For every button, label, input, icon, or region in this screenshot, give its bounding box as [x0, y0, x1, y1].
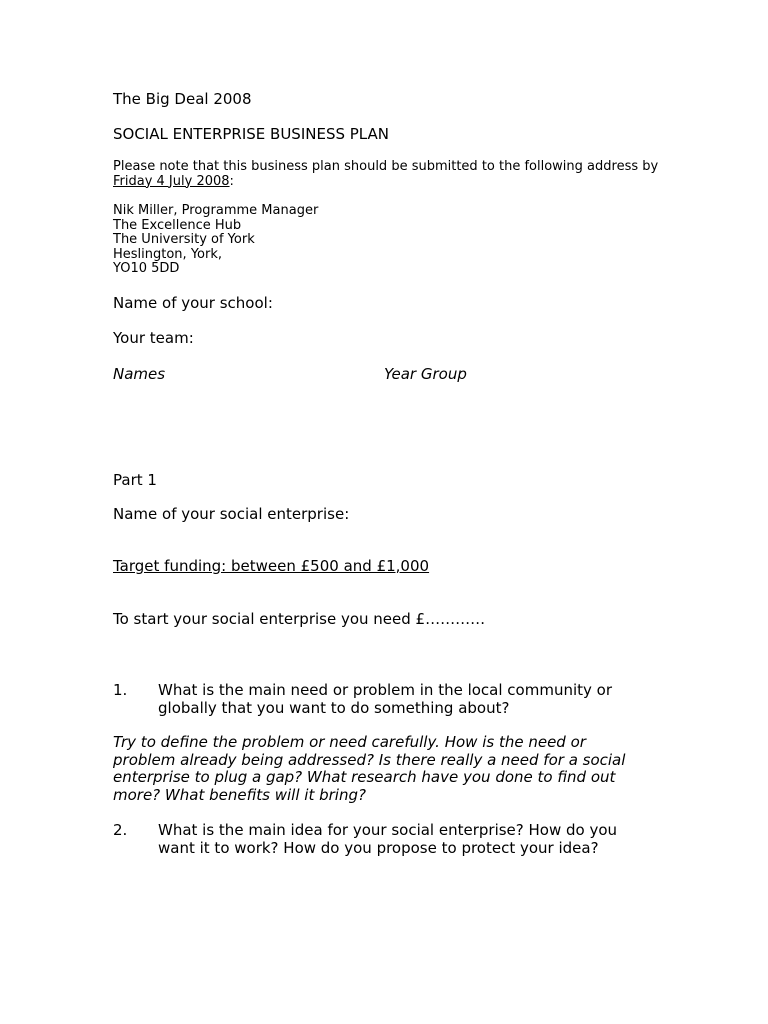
names-column-header: Names [113, 365, 166, 383]
submission-note-text: Please note that this business plan should be submitted to the following address by [113, 159, 659, 174]
address-block [113, 204, 318, 277]
funding-need-amount: To start your social enterprise you need £………… [113, 610, 486, 628]
question-number: 2. [113, 821, 128, 839]
document-subtitle: SOCIAL ENTERPRISE BUSINESS PLAN [113, 125, 389, 143]
year-group-column-header: Year Group [384, 365, 467, 383]
question-guidance [113, 734, 625, 804]
address-line: The University of York [113, 232, 255, 247]
submission-deadline-line: Friday 4 July 2008: [113, 173, 234, 189]
question-line: What is the main idea for your social enterprise? How do you [158, 821, 618, 839]
guidance-line: problem already being addressed? Is there really a need for a social [113, 750, 626, 769]
address-line: Nik Miller, Programme Manager [113, 203, 319, 218]
team-label: Your team: [113, 329, 194, 347]
question-line: want it to work? How do you propose to protect your idea? [158, 838, 599, 857]
question-text [158, 822, 617, 857]
document-title: The Big Deal 2008 [113, 90, 252, 108]
question-text [158, 682, 612, 717]
question-line: globally that you want to do something about? [158, 698, 510, 717]
address-line: Heslington, York, [113, 246, 222, 262]
target-funding: Target funding: between £500 and £1,000 [113, 557, 430, 575]
part-heading: Part 1 [113, 471, 157, 489]
question-number: 1. [113, 681, 128, 699]
guidance-line: Try to define the problem or need carefully. How is the need or [113, 733, 586, 751]
address-line: YO10 5DD [113, 261, 180, 276]
guidance-line: enterprise to plug a gap? What research have you done to find out [113, 768, 616, 786]
submission-note [113, 160, 658, 189]
question-line: What is the main need or problem in the local community or [158, 681, 613, 699]
address-line: The Excellence Hub [113, 217, 242, 233]
submission-deadline: Friday 4 July 2008 [113, 173, 230, 189]
guidance-line: more? What benefits will it bring? [113, 785, 366, 804]
enterprise-name-label: Name of your social enterprise: [113, 505, 350, 523]
school-name-label: Name of your school: [113, 294, 273, 312]
